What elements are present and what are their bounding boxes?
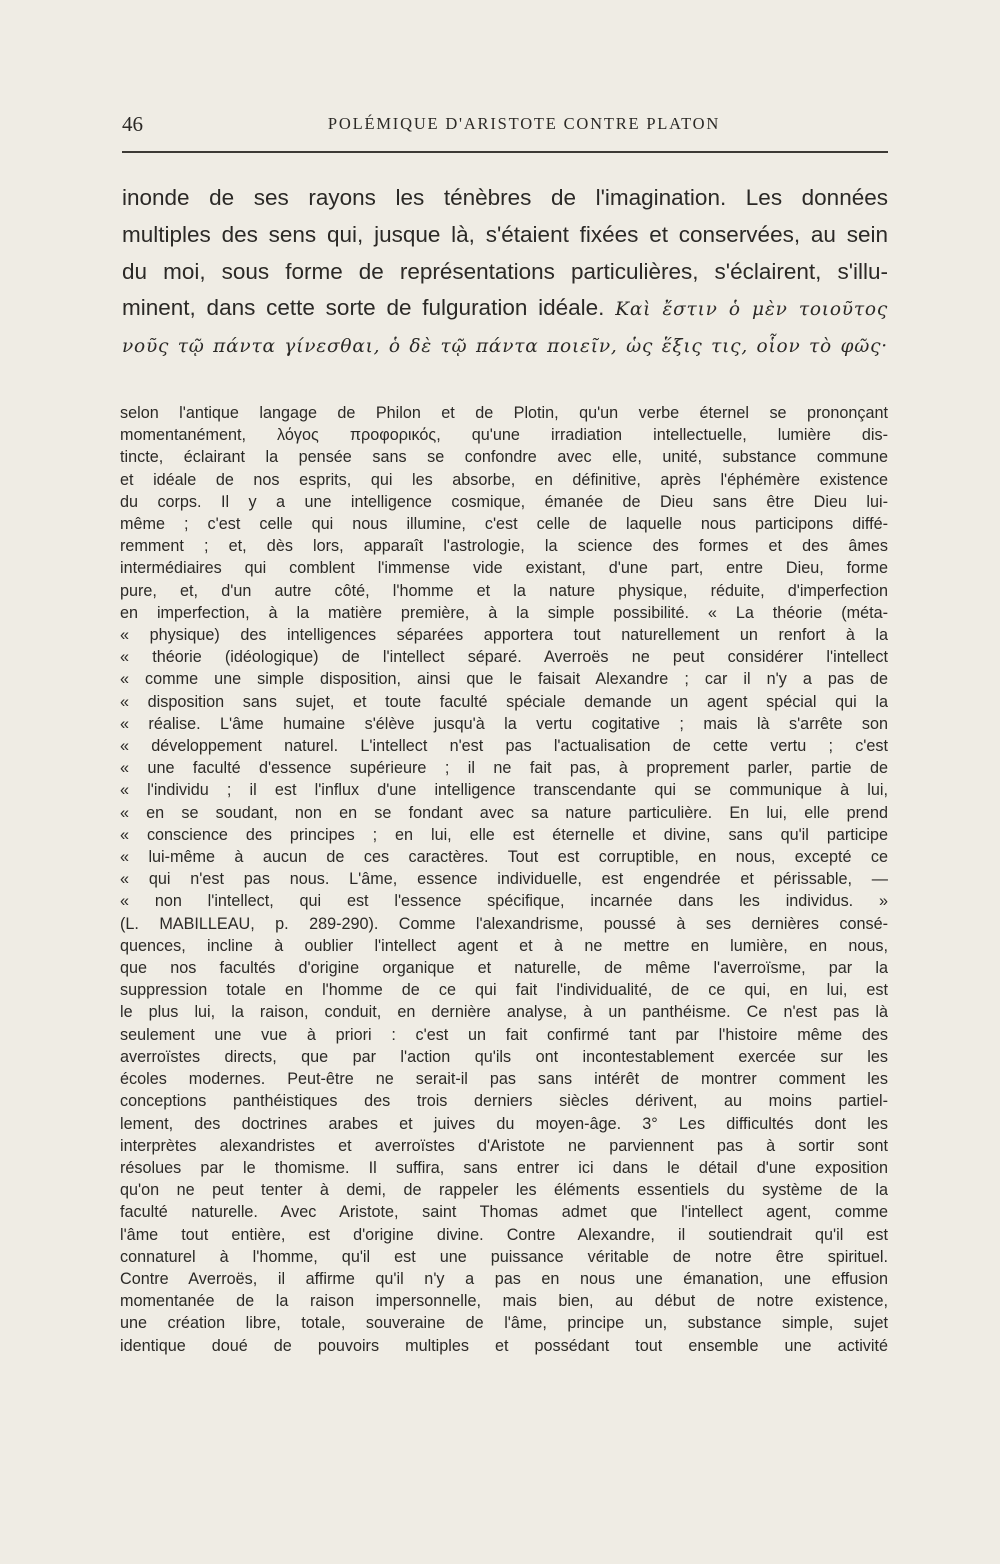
small-print-line: « théorie (idéologique) de l'intellect séparé. Averroës ne peut considérer l'intellect (120, 648, 888, 667)
small-print-line: selon l'antique langage de Philon et de Plotin, qu'un verbe éternel se prononçant (120, 404, 888, 422)
page-header (120, 112, 888, 142)
small-print-paragraph (120, 402, 888, 1357)
main-text-line: inonde de ses rayons les ténèbres de l'imagination. Les données (122, 185, 888, 210)
small-print-line: « développement naturel. L'intellect n'est pas l'actualisation de cette vertu ; c'est (120, 737, 888, 756)
small-print-line: même ; c'est celle qui nous illumine, c'est celle de laquelle nous participons diffé- (120, 515, 888, 534)
small-print-line: « non l'intellect, qui est l'essence spécifique, incarnée dans les individus. » (120, 892, 888, 911)
greek-quotation-line: νοῦς τῷ πάντα γίνεσθαι, ὁ δὲ τῷ πάντα ποιεῖν, ὡς ἕξις τις, οἷον τὸ φῶς· (122, 336, 888, 358)
small-print-line: interprètes alexandristes et averroïstes d'Aristote ne parviennent pas à sortir sont (120, 1136, 888, 1155)
main-text-line-with-greek (122, 290, 888, 329)
small-print-line: lement, des doctrines arabes et juives du moyen-âge. 3° Les difficultés dont les (120, 1114, 888, 1133)
small-print-line: qu'on ne peut tenter à demi, de rappeler les éléments essentiels du système de la (120, 1181, 888, 1200)
small-print-line: « lui-même à aucun de ces caractères. Tout est corruptible, en nous, excepté ce (120, 848, 888, 867)
small-print-line: (L. MABILLEAU, p. 289-290). Comme l'alexandrisme, poussé à ses dernières consé- (120, 914, 888, 933)
main-text-line: multiples des sens qui, jusque là, s'étaient fixées et conservées, au sein (122, 221, 888, 247)
greek-quotation: Καὶ ἔστιν ὁ μὲν τοιοῦτος (615, 299, 888, 321)
small-print-line: « une faculté d'essence supérieure ; il ne fait pas, à proprement parler, partie de (120, 759, 888, 778)
small-print-line: « conscience des principes ; en lui, elle est éternelle et divine, sans qu'il participe (120, 825, 888, 844)
small-print-line: momentanée de la raison impersonnelle, mais bien, au début de notre existence, (120, 1292, 888, 1311)
small-print-line: intermédiaires qui comblent l'immense vide existant, d'une part, entre Dieu, forme (120, 559, 888, 578)
small-print-line: « qui n'est pas nous. L'âme, essence individuelle, est engendrée et périssable, — (120, 870, 888, 889)
main-text-segment: minent, dans cette sorte de fulguration idéale. (122, 295, 605, 321)
small-print-line: « comme une simple disposition, ainsi que le faisait Alexandre ; car il n'y a pas de (120, 670, 888, 689)
small-print-line: Contre Averroës, il affirme qu'il n'y a pas en nous une émanation, une effusion (120, 1269, 888, 1288)
small-print-line: remment ; et, dès lors, apparaît l'astrologie, la science des formes et des âmes (120, 537, 888, 556)
small-print-line: suppression totale en l'homme de ce qui fait l'individualité, de ce qui, en lui, est (120, 981, 888, 1000)
small-print-line: pure, et, d'un autre côté, l'homme et la nature physique, réduite, d'imperfection (120, 581, 888, 600)
small-print-line: du corps. Il y a une intelligence cosmique, émanée de Dieu sans être Dieu lui- (120, 492, 888, 511)
small-print-line: quences, incline à oublier l'intellect agent et à ne mettre en lumière, en nous, (120, 936, 888, 955)
running-title: POLÉMIQUE D'ARISTOTE CONTRE PLATON (327, 114, 721, 133)
small-print-line: connaturel à l'homme, qu'il est une puissance véritable de notre être spirituel. (120, 1247, 888, 1266)
small-print-line: le plus lui, la raison, conduit, en dernière analyse, à un panthéisme. Ce n'est pas là (120, 1003, 888, 1022)
small-print-line: tincte, éclairant la pensée sans se confondre avec elle, unité, substance commune (120, 448, 888, 467)
small-print-line: que nos facultés d'origine organique et naturelle, de même l'averroïsme, par la (120, 959, 888, 978)
small-print-line: écoles modernes. Peut-être ne serait-il pas sans intérêt de montrer comment les (120, 1070, 888, 1089)
small-print-line: faculté naturelle. Avec Aristote, saint Thomas admet que l'intellect agent, comme (120, 1203, 888, 1222)
small-print-line: conceptions panthéistiques des trois derniers siècles dérivent, au moins partiel- (120, 1092, 888, 1111)
small-print-line: résolues par le thomisme. Il suffira, sans entrer ici dans le détail d'une exposition (120, 1158, 888, 1177)
header-rule (122, 151, 888, 153)
small-print-line: seulement une vue à priori : c'est un fait confirmé tant par l'histoire même des (120, 1025, 888, 1044)
page-number: 46 (122, 112, 143, 136)
small-print-line: momentanément, λόγος προφορικός, qu'une irradiation intellectuelle, lumière dis- (120, 426, 888, 445)
small-print-line: « l'individu ; il est l'influx d'une intelligence transcendante qui se communique à lui, (120, 781, 888, 800)
small-print-line: « en se soudant, non en se fondant avec sa nature particulière. En lui, elle prend (120, 803, 888, 822)
small-print-line: « disposition sans sujet, et toute faculté spéciale demande un agent spécial qui la (120, 692, 888, 711)
small-print-line: et idéale de nos esprits, qui les absorbe, en définitive, après l'éphémère existence (120, 470, 888, 489)
small-print-line: identique doué de pouvoirs multiples et possédant tout ensemble une activité (120, 1336, 888, 1355)
main-text-line: du moi, sous forme de représentations particulières, s'éclairent, s'illu- (122, 258, 888, 284)
small-print-line: en imperfection, à la matière première, à la simple possibilité. « La théorie (méta- (120, 603, 888, 622)
small-print-line: l'âme tout entière, est d'origine divine. Contre Alexandre, il soutiendrait qu'il est (120, 1225, 888, 1244)
main-paragraph (122, 180, 888, 366)
small-print-line: « physique) des intelligences séparées apportera tout naturellement un renfort à la (120, 626, 888, 645)
small-print-line: une création libre, totale, souveraine de l'âme, principe un, substance simple, sujet (120, 1314, 888, 1333)
small-print-line: « réalise. L'âme humaine s'élève jusqu'à la vertu cogitative ; mais là s'arrête son (120, 714, 888, 733)
small-print-line: averroïstes directs, que par l'action qu'ils ont incontestablement exercée sur les (120, 1047, 888, 1066)
